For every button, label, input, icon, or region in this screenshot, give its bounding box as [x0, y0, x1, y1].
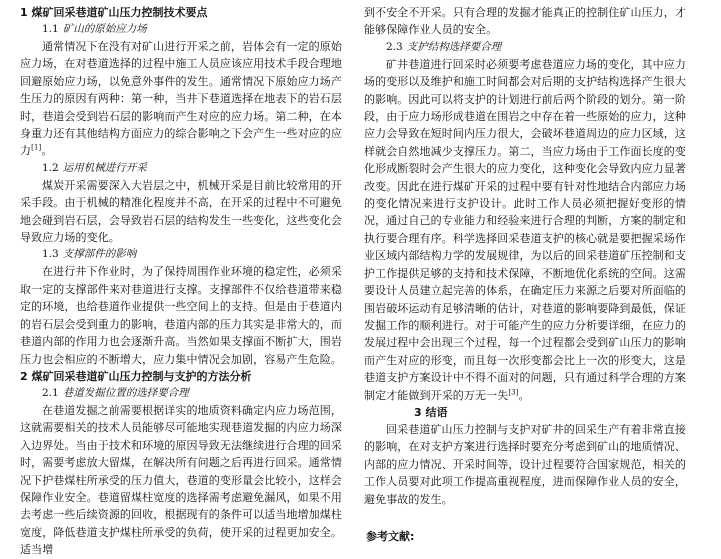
subsection-number: 2.1	[42, 386, 59, 399]
paragraph: 在进行井下作业时，为了保持周围作业环境的稳定性，必须采取一定的支撑部件来对巷道进行支撑。支撑部件不仅给巷道带来稳定的环境，也给巷道作业提供一些空间上的支持。但是由于巷道内的岩石层会受到重力的影响，巷道内部的压力其实是非常大的，而巷道内部的作用力也会逐渐升高。当然如果支撑面不断扩大，围岩压力也会相应的不断增大，应力集中情况会加剧，容易产生危险。	[20, 265, 342, 366]
paragraph	[20, 38, 342, 160]
subsection-number: 2.3	[386, 40, 403, 53]
paragraph-text: 矿井巷道进行回采时必须要考虑巷道应力场的变化，其中应力场的变形以及维护和施工时间都会对后期的支护结构选择产生很大的影响。因此可以将支护的计划进行前后两个阶段的划分。第一阶段，由于应力场形成巷道在围岩之中存在着一些原始的应力，这种应力会导致在短时间内压力很大，会破坏巷道周边的应力区域，这样就会自然地减少支撑压力。第二，当应力场由于工作面长度的变化形成断裂时会产生很大的应力变化，这种变化会导致内应力显著改变。因此在进行煤矿开采的过程中要有针对性地结合内部应力场的变化情况来进行支护设计。此时工作人员必须把握好变形的情况，通过自己的专业能力和经验来进行合理的判断，方案的制定和执行要合理有序。科学选择回采巷道支护的核心就是要把握采场作业区域内部结构力学的发展规律，为以后的回采巷道矿压控制和支护工作提供足够的支持和技术保障，不断地优化系统的空间。这需要设计人员建立起完善的体系，在确定压力来源之后要对所面临的围岩破坏运动有足够清晰的估计，对巷道的影响要降到最低，保证发掘工作的顺利进行。对于可能产生的应力分析要详细，在应力的发展过程中会出现三个过程，每一个过程都会受到矿山压力的影响而产生对应的形变，而且每一次形变都会比上一次的形变大，这是巷道支护方案设计中不得不面对的问题，只有通过科学合理的方案制定才能做到开采的万无一失	[364, 57, 686, 402]
right-column	[364, 4, 686, 555]
paragraph-continued: 到不安全不开采。只有合理的发掘才能真正的控制住矿山压力，才能够保障作业人员的安全。	[364, 6, 686, 37]
subsection-title: 运用机械进行开采	[62, 161, 147, 174]
citation: [1]	[31, 143, 42, 152]
section-1-heading: 1 煤矿回采巷道矿山压力控制技术要点	[20, 6, 208, 19]
subsection-title: 支撑部件的影响	[62, 248, 137, 261]
paragraph: 回采巷道矿山压力控制与支护对矿井的回采生产有着非常直接的影响，在对支护方案进行选择时要充分考虑到矿山的地质情况、内部的应力情况、开采时间等，设计过程要符合国家规范，相关的工作人员要对此项工作提高重视程度，进而保障作业人员的安全，避免事故的发生。	[364, 422, 686, 506]
subsection-number: 1.3	[42, 248, 59, 261]
subsection-number: 1.1	[42, 23, 59, 35]
subsection-title: 矿山的原始应力场	[62, 23, 147, 35]
paragraph-text: 通常情况下在没有对矿山进行开采之前，岩体会有一定的原始应力场，在对巷道选择的过程中施工人员应该应用技术手段合理地回避原始应力场，以免意外事件的发生。通常情况下原始应力场产生压力的原因有两种：第一种，当井下巷道选择在地表下的岩石层时，巷道会受到岩石层的影响而产生对应的应力场。第二种，在本身重力还有其他结构方面应力的综合影响之下会产生一些对应的应力	[20, 40, 342, 158]
subsection-2-1-heading	[20, 385, 342, 402]
subsection-title: 巷道发掘位置的选择要合理	[62, 386, 189, 399]
references-heading: 参考文献:	[366, 529, 415, 543]
subsection-title: 支护结构选择要合理	[406, 40, 502, 53]
subsection-1-1-heading	[20, 21, 342, 38]
paragraph-end: 。	[41, 144, 53, 158]
paragraph-end: 。	[518, 388, 530, 402]
section-3-heading: 3 结语	[414, 405, 448, 419]
subsection-1-2-heading	[20, 160, 342, 177]
section-2-heading: 2 煤矿回采巷道矿山压力控制与支护的方法分析	[20, 369, 252, 383]
paragraph: 在巷道发掘之前需要根据详实的地质资料确定内应力场范围，这就需要相关的技术人员能够尽可能地实现巷道发掘的内应力场深入边界处。当由于技术和环境的原因导致无法继续进行合理的回采时，需要考虑放大留煤，在解决所有问题之后再进行回采。通常情况下护巷煤柱所承受的压力值大，巷道的变形量会比较小，这样会保障作业安全。巷道留煤柱宽度的选择需考虑避免漏风，如果不用去考虑一些后续资源的回收，根据现有的条件可以适当地增加煤柱宽度，降低巷道支护煤柱所承受的负荷，使开采的过程更加安全。适当增	[20, 403, 342, 557]
subsection-2-3-heading	[364, 39, 686, 56]
citation: [3]	[508, 387, 519, 396]
subsection-number: 1.2	[42, 161, 59, 174]
subsection-1-3-heading	[20, 246, 342, 263]
left-column	[20, 4, 342, 559]
paragraph: 煤炭开采需要深入大岩层之中，机械开采是目前比较常用的开采手段。由于机械的精准化程度并不高，在开采的过程中不可避免地会碰到岩石层，会导致岩石层的结构发生一些变化，这些变化会导致应力场的变化。	[20, 178, 342, 245]
paragraph	[364, 56, 686, 404]
